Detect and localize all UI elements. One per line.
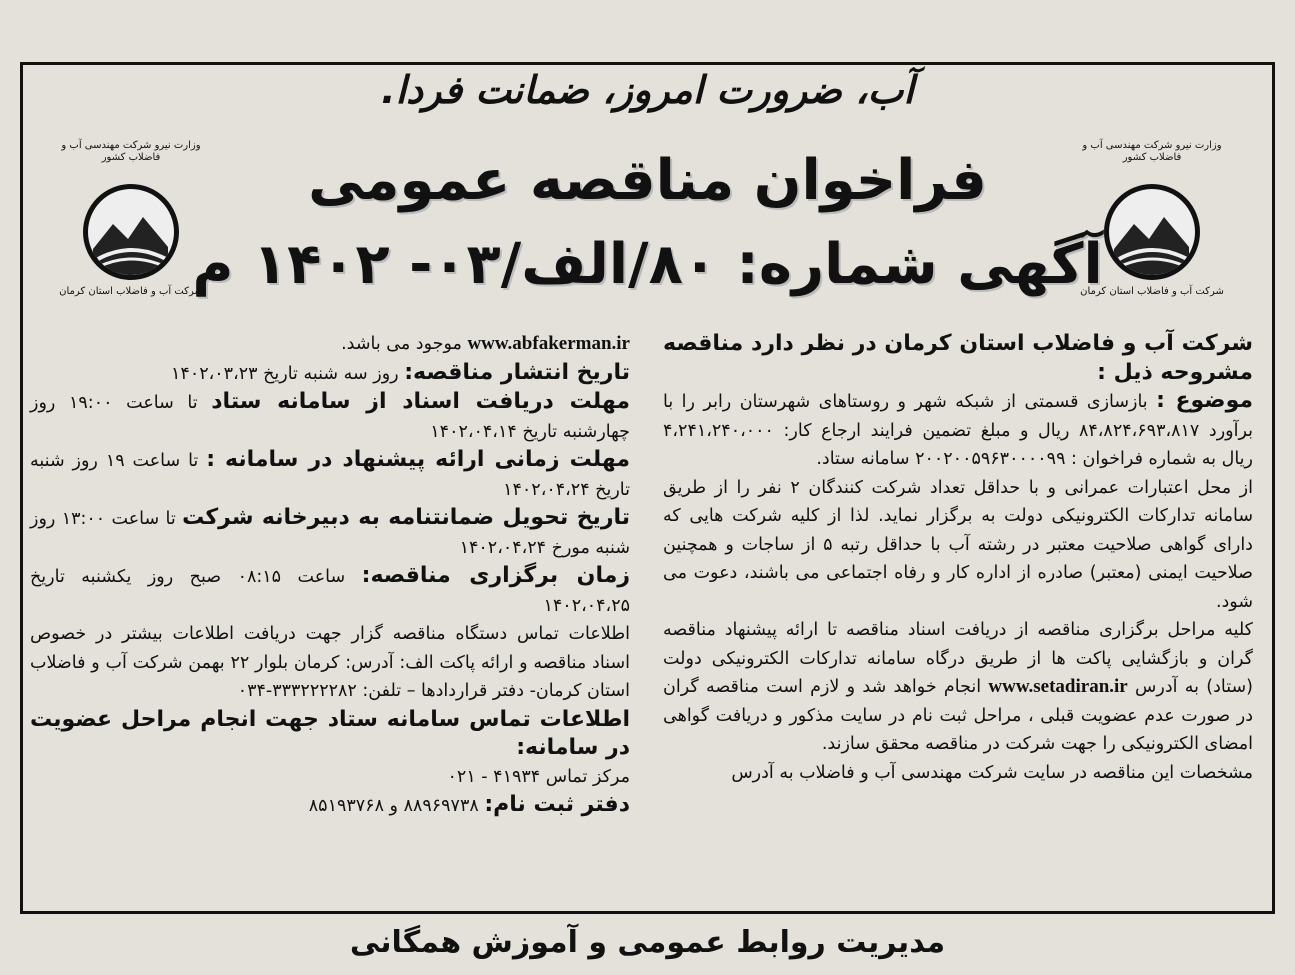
meeting-value: ساعت ۰۸:۱۵ صبح روز یکشنبه تاریخ ۱۴۰۲،۰۴،۲۵ — [30, 567, 630, 616]
logo-top-text: وزارت نیرو شرکت مهندسی آب و فاضلاب کشور — [1082, 140, 1222, 163]
guarantee-value: تا ساعت ۱۳:۰۰ روز شنبه مورخ ۱۴۰۲،۰۴،۲۴ — [30, 509, 630, 558]
site-suffix: موجود می باشد. — [341, 334, 462, 354]
guarantee-label: تاریخ تحویل ضمانتنامه به دبیرخانه شرکت — [182, 505, 631, 530]
setad-contact-label: اطلاعات تماس سامانه ستاد جهت انجام مراحل عضویت در سامانه: — [30, 706, 630, 760]
setadiran-link[interactable]: www.setadiran.ir — [988, 676, 1128, 697]
docs-label: مهلت دریافت اسناد از سامانه ستاد — [211, 389, 630, 414]
right-column — [663, 330, 1253, 900]
publish-value: روز سه شنبه تاریخ ۱۴۰۲،۰۳،۲۳ — [171, 363, 399, 384]
guarantee-deadline — [30, 504, 630, 562]
docs-deadline — [30, 388, 630, 446]
logo-bottom-text: شرکت آب و فاضلاب استان کرمان — [59, 286, 203, 297]
slogan: آب، ضرورت امروز، ضمانت فردا. — [381, 68, 914, 112]
logo-bottom-text: شرکت آب و فاضلاب استان کرمان — [1080, 286, 1224, 297]
eligibility-paragraph: از محل اعتبارات عمرانی و با حداقل تعداد شرکت کنندگان ۲ نفر را از طریق سامانه تدارکات الکترونیکی دولت به برگزار نماید. لذا از کلیه شرکت هایی که دارای گواهی صلاحیت معتبر در رشته آب با حداقل رتبه ۵ از ساجات و همچنین صلاحیت ایمنی (معتبر) صادره از اداره کار و رفاه اجتماعی می باشند، دعوت می شود. — [663, 477, 1253, 612]
procedure-text-b: انجام خواهد شد و لازم است مناقصه گران در صورت عدم عضویت قبلی ، مراحل ثبت نام در سایت مذکور و دریافت گواهی امضای الکترونیکی را جهت شرکت در مناقصه محقق سازند. — [663, 677, 1253, 754]
meeting-label: زمان برگزاری مناقصه: — [361, 563, 630, 588]
offer-value: تا ساعت ۱۹ روز شنبه تاریخ ۱۴۰۲،۰۴،۲۴ — [30, 451, 630, 500]
water-drop-logo-icon — [1104, 184, 1200, 280]
contact-info: اطلاعات تماس دستگاه مناقصه گزار جهت دریافت اطلاعات بیشتر در خصوص اسناد مناقصه و ارائه پاکت الف: آدرس: کرمان بلوار ۲۲ بهمن شرکت آب و فاضلاب استان کرمان- دفتر قراردادها – تلفن: ۳۳۳۲۲۲۲۸۲-۰۳۴ — [30, 624, 630, 701]
register-label: دفتر ثبت نام: — [484, 792, 630, 817]
site-line — [30, 330, 630, 359]
docs-value: تا ساعت ۱۹:۰۰ روز چهارشنبه تاریخ ۱۴۰۲،۰۴،۱۴ — [30, 393, 630, 442]
register-value: ۸۸۹۶۹۷۳۸ و ۸۵۱۹۳۷۶۸ — [308, 796, 479, 816]
subject-text: بازسازی قسمتی از شبکه شهر و روستاهای شهرستان رابر را با برآورد ۸۴،۸۲۴،۶۹۳،۸۱۷ ریال و مبلغ تضمین فرایند ارجاع کار: ۴،۲۴۱،۲۴۰،۰۰۰ ریال به شماره فراخوان : ۲۰۰۲۰۰۵۹۶۳۰۰۰۰۹۹ سامانه ستاد. — [663, 392, 1253, 469]
procedure-text-a: کلیه مراحل برگزاری مناقصه از دریافت اسناد مناقصه تا ارائه پیشنهاد مناقصه گران و بازگشایی پاکت ها از طریق درگاه سامانه تدارکات الکترونیکی دولت (ستاد) به آدرس — [663, 620, 1253, 697]
call-center: مرکز تماس ۴۱۹۳۴ - ۰۲۱ — [447, 766, 630, 787]
registration-office — [30, 791, 630, 821]
meeting-time — [30, 562, 630, 620]
left-column — [30, 330, 630, 900]
intro-text: شرکت آب و فاضلاب استان کرمان در نظر دارد مناقصه مشروحه ذیل : — [663, 331, 1253, 385]
publish-date — [30, 359, 630, 389]
page-title: فراخوان مناقصه عمومی — [308, 148, 987, 213]
water-drop-logo-icon — [83, 184, 179, 280]
offer-deadline — [30, 446, 630, 504]
logo-top-text: وزارت نیرو شرکت مهندسی آب و فاضلاب کشور — [61, 140, 201, 163]
offer-label: مهلت زمانی ارائه پیشنهاد در سامانه : — [206, 447, 630, 472]
abfakerman-link[interactable]: www.abfakerman.ir — [467, 333, 630, 354]
subject-paragraph — [663, 387, 1253, 474]
ad-number: آگهی شماره: ۸۰/الف/۰۳- ۱۴۰۲ م — [192, 232, 1103, 297]
company-logo-right — [1077, 140, 1227, 340]
spec-paragraph: مشخصات این مناقصه در سایت شرکت مهندسی آب و فاضلاب به آدرس — [731, 762, 1253, 783]
procedure-paragraph — [663, 616, 1253, 759]
publish-label: تاریخ انتشار مناقصه: — [404, 359, 630, 385]
subject-label: موضوع : — [1156, 388, 1253, 413]
footer-department: مدیریت روابط عمومی و آموزش همگانی — [349, 925, 946, 960]
company-logo-left — [56, 140, 206, 340]
